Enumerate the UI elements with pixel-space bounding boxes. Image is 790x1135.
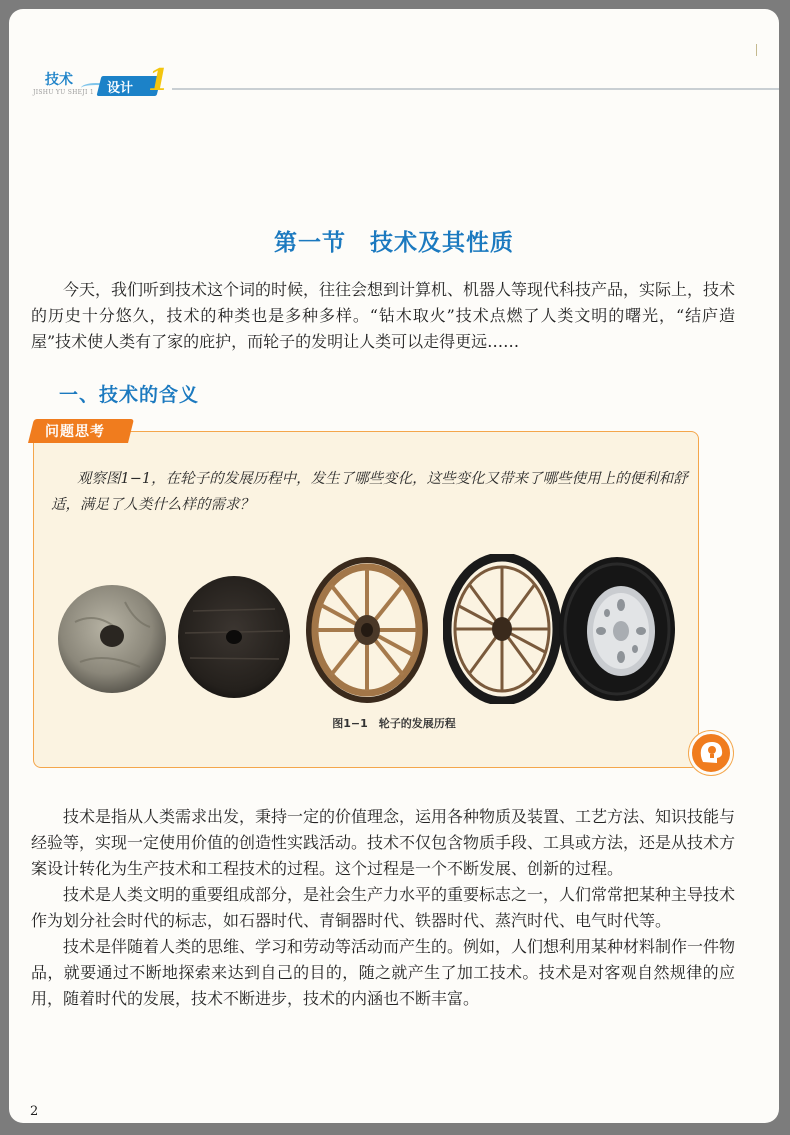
- main-text: [31, 804, 735, 1012]
- brand-volume-number: 1: [148, 63, 169, 98]
- lightbulb-head-icon: [689, 731, 733, 775]
- iron-spoked-wheel-image: [443, 554, 561, 704]
- figure-caption: 图1−1 轮子的发展历程: [332, 717, 456, 730]
- think-question: 观察图1−1，在轮子的发展历程中，发生了哪些变化，这些变化又带来了哪些使用上的便利和舒适，满足了人类什么样的需求？: [51, 471, 688, 513]
- think-box-label: 问题思考: [45, 424, 105, 440]
- paragraph: 技术是指从人类需求出发，秉持一定的价值理念，运用各种物质及装置、工艺方法、知识技能与经验等，实现一定使用价值的创造性实践活动。技术不仅包含物质手段、工具或方法，还是从技术方案设计转化为生产技术和工程技术的过程。这个过程是一个不断发展、创新的过程。: [31, 807, 736, 878]
- subsection-title: 一、技术的含义: [59, 384, 200, 406]
- wooden-spoked-wheel-image: [305, 557, 429, 703]
- intro-paragraph: 今天，我们听到技术这个词的时候，往往会想到计算机、机器人等现代科技产品，实际上，技术的历史十分悠久，技术的种类也是多种多样。“钻木取火”技术点燃了人类文明的曙光，“结庐造屋”技术使人类有了家的庇护，而轮子的发明让人类可以走得更远……: [31, 280, 736, 351]
- stone-wheel-image: [55, 582, 169, 696]
- textbook-page: [9, 9, 779, 1123]
- brand-pinyin-text: JISHU YU SHEJI 1: [33, 89, 95, 96]
- section-title: 第一节 技术及其性质: [274, 230, 514, 256]
- corner-mark: [756, 44, 757, 56]
- page-number: 2: [30, 1104, 39, 1119]
- book-brand-logo: [31, 65, 191, 113]
- solid-wooden-wheel-image: [175, 573, 293, 701]
- paragraph: 技术是伴随着人类的思维、学习和劳动等活动而产生的。例如，人们想利用某种材料制作一件物品，就要通过不断地探索来达到自己的目的，随之就产生了加工技术。技术是对客观自然规律的应用，随着时代的发展，技术不断进步，技术的内涵也不断丰富。: [31, 937, 736, 1008]
- rubber-tire-wheel-image: [557, 555, 677, 703]
- header-rule: [172, 88, 779, 90]
- brand-tag-text: 设计: [107, 81, 134, 96]
- paragraph: 技术是人类文明的重要组成部分，是社会生产力水平的重要标志之一，人们常常把某种主导技术作为划分社会时代的标志，如石器时代、青铜器时代、铁器时代、蒸汽时代、电气时代等。: [31, 885, 736, 930]
- brand-main-text: 技术: [45, 72, 73, 88]
